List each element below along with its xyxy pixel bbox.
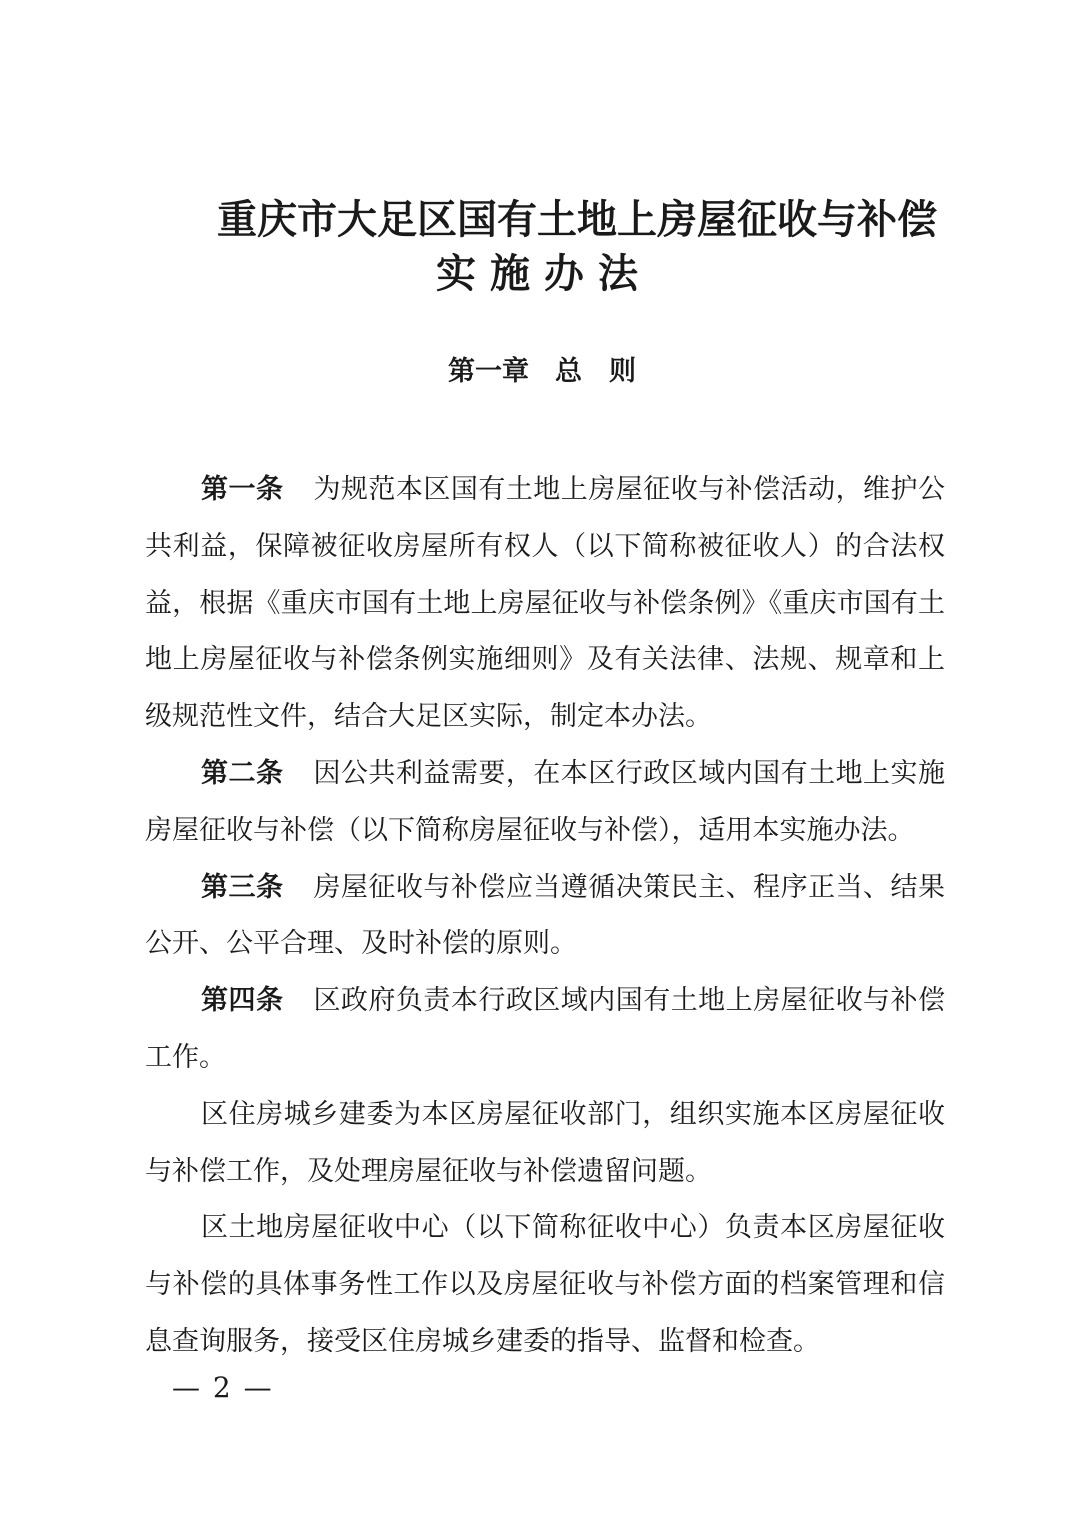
article-4 [145, 973, 945, 1087]
article-label: 第二条 [201, 757, 284, 789]
article-text: 房屋征收与补偿应当遵循决策民主、程序正当、结果公开、公平合理、及时补偿的原则。 [145, 871, 946, 960]
article-2 [145, 746, 945, 860]
article-label: 第一条 [201, 474, 284, 505]
document-title-line-1: 重庆市大足区国有土地上房屋征收与补偿 [217, 196, 937, 243]
article-1 [145, 462, 945, 746]
document-body [145, 462, 945, 1371]
paragraph-text: 区土地房屋征收中心（以下简称征收中心）负责本区房屋征收与补偿的具体事务性工作以及房屋征收与补偿方面的档案管理和信息查询服务，接受区住房城乡建委的指导、监督和检查。 [145, 1212, 945, 1357]
article-4-paragraph-2 [145, 1087, 945, 1201]
article-label: 第三条 [201, 871, 284, 903]
article-label: 第四条 [201, 985, 284, 1017]
article-text: 因公共利益需要，在本区行政区域内国有土地上实施房屋征收与补偿（以下简称房屋征收与补偿），适用本实施办法。 [145, 757, 946, 846]
article-text: 区政府负责本行政区域内国有土地上房屋征收与补偿工作。 [145, 985, 946, 1073]
page-number: — 2 — [172, 1371, 274, 1404]
document-title-line-2: 实施办法 [436, 250, 652, 297]
chapter-number: 第一章 [448, 356, 529, 387]
article-4-paragraph-3 [145, 1200, 945, 1370]
article-text: 为规范本区国有土地上房屋征收与补偿活动，维护公共利益，保障被征收房屋所有权人（以下简称被征收人）的合法权益，根据《重庆市国有土地上房屋征收与补偿条例》《重庆市国有土地上房屋征收与补偿条例实施细则》及有关法律、法规、规章和上级规范性文件，结合大足区实际，制定本办法。 [145, 474, 946, 733]
chapter-heading [0, 354, 1074, 390]
article-3 [145, 860, 945, 974]
paragraph-text: 区住房城乡建委为本区房屋征收部门，组织实施本区房屋征收与补偿工作，及处理房屋征收与补偿遗留问题。 [145, 1098, 945, 1187]
chapter-name: 总 则 [555, 356, 636, 387]
